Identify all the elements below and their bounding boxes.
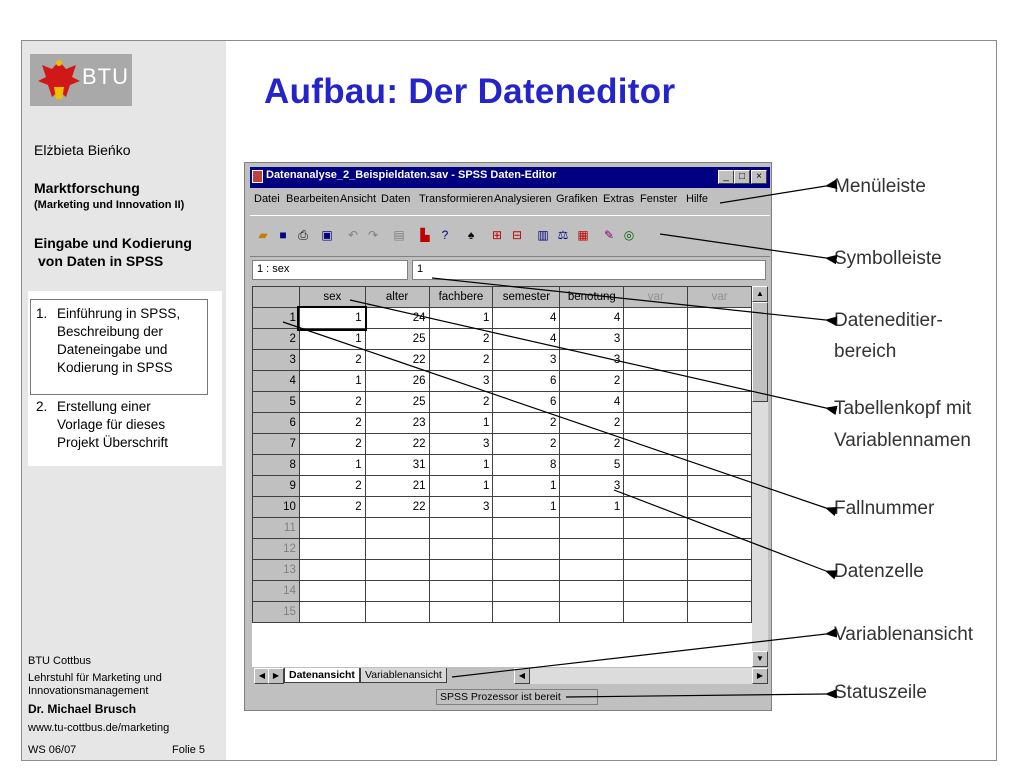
data-cell[interactable]: 3 <box>429 371 493 392</box>
tab-scroll-right-icon[interactable]: ▶ <box>268 668 284 684</box>
author-name: Elżbieta Bieńko <box>34 142 131 158</box>
footer-org: BTU Cottbus <box>28 655 91 667</box>
use-sets-icon[interactable]: ◎ <box>620 225 638 245</box>
data-cell[interactable]: 2 <box>429 392 493 413</box>
column-header[interactable]: var <box>624 287 688 308</box>
goto-chart-icon[interactable]: ▤ <box>390 225 408 245</box>
data-cell[interactable]: 3 <box>429 434 493 455</box>
print-icon[interactable]: ⎙ <box>294 225 312 245</box>
label-case-number: Fallnummer <box>834 498 935 519</box>
footer-url[interactable]: www.tu-cottbus.de/marketing <box>28 722 170 734</box>
save-icon[interactable]: ■ <box>274 225 292 245</box>
arrow-header <box>350 300 826 408</box>
data-cell[interactable]: 3 <box>493 350 560 371</box>
scroll-up-icon[interactable]: ▲ <box>752 286 768 302</box>
column-header[interactable]: fachbere <box>429 287 493 308</box>
data-cell[interactable]: 6 <box>493 392 560 413</box>
logo-text: BTU <box>82 64 129 89</box>
data-cell[interactable]: 2 <box>299 497 365 518</box>
column-header[interactable]: var <box>688 287 752 308</box>
data-cell[interactable]: 31 <box>365 455 429 476</box>
data-cell[interactable]: 1 <box>429 455 493 476</box>
data-cell[interactable]: 2 <box>429 350 493 371</box>
slide-title: Aufbau: Der Dateneditor <box>264 72 676 111</box>
case-number[interactable]: 6 <box>253 413 300 434</box>
case-number[interactable]: 14 <box>253 581 300 602</box>
case-number[interactable]: 12 <box>253 539 300 560</box>
data-cell[interactable]: 4 <box>560 392 624 413</box>
menu-hilfe[interactable]: Hilfe <box>686 193 709 205</box>
outline-line: Erstellung einer <box>57 399 151 414</box>
label-header: Tabellenkopf mit <box>834 398 972 419</box>
value-labels-icon[interactable]: ✎ <box>600 225 618 245</box>
outline-number: 1. <box>36 306 48 321</box>
footer-person: Dr. Michael Brusch <box>28 702 137 716</box>
menu-grafiken[interactable]: Grafiken <box>556 193 598 205</box>
arrow-data-cell <box>614 490 826 571</box>
scroll-right-icon[interactable]: ▶ <box>752 668 768 684</box>
label-editarea-2: bereich <box>834 341 897 362</box>
data-cell[interactable]: 24 <box>365 308 429 329</box>
case-number[interactable]: 2 <box>253 329 300 350</box>
outline-line: Dateneingabe und <box>57 342 168 357</box>
data-cell[interactable]: 1 <box>429 413 493 434</box>
data-cell[interactable]: 2 <box>299 413 365 434</box>
data-cell[interactable]: 1 <box>299 329 365 350</box>
data-cell[interactable]: 2 <box>299 392 365 413</box>
arrow-variable-view <box>452 634 826 677</box>
topic-line: von Daten in SPSS <box>38 253 164 269</box>
variables-icon[interactable]: ? <box>436 225 454 245</box>
label-editarea: Dateneditier- <box>834 310 943 331</box>
data-cell[interactable]: 2 <box>429 329 493 350</box>
data-cell[interactable]: 22 <box>365 350 429 371</box>
tab-scroll-left-icon[interactable]: ◀ <box>254 668 270 684</box>
outline-line: Vorlage für dieses <box>57 417 166 432</box>
data-cell[interactable]: 1 <box>493 476 560 497</box>
scroll-left-icon[interactable]: ◀ <box>514 668 530 684</box>
case-number[interactable]: 8 <box>253 455 300 476</box>
arrow-case-number <box>283 322 826 508</box>
redo-icon[interactable]: ↷ <box>364 225 382 245</box>
data-cell[interactable]: 5 <box>560 455 624 476</box>
data-cell[interactable]: 2 <box>299 434 365 455</box>
data-cell[interactable]: 4 <box>493 329 560 350</box>
case-number[interactable]: 3 <box>253 350 300 371</box>
data-cell[interactable]: 2 <box>493 434 560 455</box>
data-cell[interactable]: 22 <box>365 497 429 518</box>
course-subtitle: (Marketing und Innovation II) <box>34 199 185 211</box>
menu-ansicht[interactable]: Ansicht <box>340 193 377 205</box>
data-cell[interactable]: 8 <box>493 455 560 476</box>
data-cell[interactable]: 2 <box>299 350 365 371</box>
data-cell[interactable]: 26 <box>365 371 429 392</box>
case-number[interactable]: 10 <box>253 497 300 518</box>
data-cell[interactable]: 1 <box>429 476 493 497</box>
window-title: Datenanalyse_2_Beispieldaten.sav - SPSS Daten-Editor <box>266 169 557 181</box>
data-cell[interactable]: 3 <box>429 497 493 518</box>
outline-line: Kodierung in SPSS <box>57 360 173 375</box>
outline-number: 2. <box>36 399 48 414</box>
cell-reference: 1 : sex <box>252 260 408 280</box>
find-icon[interactable]: ♠ <box>462 225 480 245</box>
tab-variable-view[interactable]: Variablenansicht <box>360 668 447 683</box>
column-header[interactable]: alter <box>365 287 429 308</box>
data-cell[interactable]: 3 <box>560 476 624 497</box>
label-menubar: Menüleiste <box>834 176 926 197</box>
status-text: SPSS Prozessor ist bereit <box>436 689 598 705</box>
column-header[interactable]: semester <box>493 287 560 308</box>
menu-datei[interactable]: Datei <box>254 193 280 205</box>
column-header[interactable]: sex <box>299 287 365 308</box>
data-cell[interactable]: 4 <box>493 308 560 329</box>
footer-chair: Lehrstuhl für Marketing und <box>28 672 162 684</box>
weight-cases-icon[interactable]: ⚖ <box>554 225 572 245</box>
insert-case-icon[interactable]: ⊞ <box>488 225 506 245</box>
menu-extras[interactable]: Extras <box>603 193 635 205</box>
data-cell[interactable]: 2 <box>560 371 624 392</box>
dialog-recall-icon[interactable]: ▣ <box>318 225 336 245</box>
minimize-button[interactable]: _ <box>718 170 734 184</box>
course-title: Marktforschung <box>34 180 140 196</box>
goto-case-icon[interactable]: ▙ <box>416 225 434 245</box>
data-cell[interactable]: 22 <box>365 434 429 455</box>
outline-line: Beschreibung der <box>57 324 163 339</box>
data-cell[interactable]: 2 <box>299 476 365 497</box>
outline-line: Projekt Überschrift <box>57 435 169 450</box>
arrow-toolbar <box>660 234 826 258</box>
footer-term: WS 06/07 <box>28 744 77 756</box>
split-file-icon[interactable]: ▥ <box>534 225 552 245</box>
case-number[interactable]: 13 <box>253 560 300 581</box>
case-number[interactable]: 11 <box>253 518 300 539</box>
case-number[interactable]: 9 <box>253 476 300 497</box>
data-cell[interactable]: 1 <box>429 308 493 329</box>
footer-slide-number: Folie 5 <box>172 744 206 756</box>
data-cell[interactable]: 1 <box>493 497 560 518</box>
scroll-down-icon[interactable]: ▼ <box>752 651 768 667</box>
menu-bearbeiten[interactable]: Bearbeiten <box>286 193 340 205</box>
topic-line: Eingabe und Kodierung <box>34 235 192 251</box>
footer-chair: Innovationsmanagement <box>28 685 149 697</box>
outline-line: Einführung in SPSS, <box>57 306 181 321</box>
data-cell[interactable]: 6 <box>493 371 560 392</box>
column-header[interactable]: benotung <box>560 287 624 308</box>
label-data-cell: Datenzelle <box>834 561 924 582</box>
select-cases-icon[interactable]: ▦ <box>574 225 592 245</box>
case-number[interactable]: 5 <box>253 392 300 413</box>
data-cell[interactable]: 1 <box>299 308 365 329</box>
data-cell[interactable]: 21 <box>365 476 429 497</box>
menu-transformieren[interactable]: Transformieren <box>419 193 494 205</box>
arrow-editarea <box>432 278 826 320</box>
label-status-line: Statuszeile <box>834 682 927 703</box>
data-cell[interactable]: 2 <box>560 434 624 455</box>
data-cell[interactable]: 1 <box>560 497 624 518</box>
menu-fenster[interactable]: Fenster <box>640 193 678 205</box>
data-cell[interactable]: 4 <box>560 308 624 329</box>
open-icon[interactable]: ▰ <box>254 225 272 245</box>
data-cell[interactable]: 3 <box>560 329 624 350</box>
label-variable-view: Variablenansicht <box>834 624 974 645</box>
data-cell[interactable]: 23 <box>365 413 429 434</box>
insert-variable-icon[interactable]: ⊟ <box>508 225 526 245</box>
menu-analysieren[interactable]: Analysieren <box>494 193 552 205</box>
arrow-menubar <box>720 186 826 203</box>
cell-editor-input[interactable]: 1 <box>412 260 766 280</box>
label-toolbar: Symbolleiste <box>834 248 942 269</box>
data-cell[interactable]: 1 <box>299 371 365 392</box>
menu-daten[interactable]: Daten <box>381 193 411 205</box>
case-number[interactable]: 15 <box>253 602 300 623</box>
data-cell[interactable]: 25 <box>365 329 429 350</box>
data-cell[interactable]: 25 <box>365 392 429 413</box>
maximize-button[interactable]: □ <box>734 170 750 184</box>
data-cell[interactable]: 2 <box>493 413 560 434</box>
case-number[interactable]: 1 <box>253 308 300 329</box>
case-number[interactable]: 7 <box>253 434 300 455</box>
data-cell[interactable]: 2 <box>560 413 624 434</box>
case-number[interactable]: 4 <box>253 371 300 392</box>
data-cell[interactable]: 1 <box>299 455 365 476</box>
label-header-2: Variablennamen <box>834 430 971 451</box>
arrow-status-line <box>566 694 826 697</box>
close-button[interactable]: × <box>751 170 767 184</box>
data-cell[interactable]: 3 <box>560 350 624 371</box>
undo-icon[interactable]: ↶ <box>344 225 362 245</box>
tab-data-view[interactable]: Datenansicht <box>284 668 360 683</box>
